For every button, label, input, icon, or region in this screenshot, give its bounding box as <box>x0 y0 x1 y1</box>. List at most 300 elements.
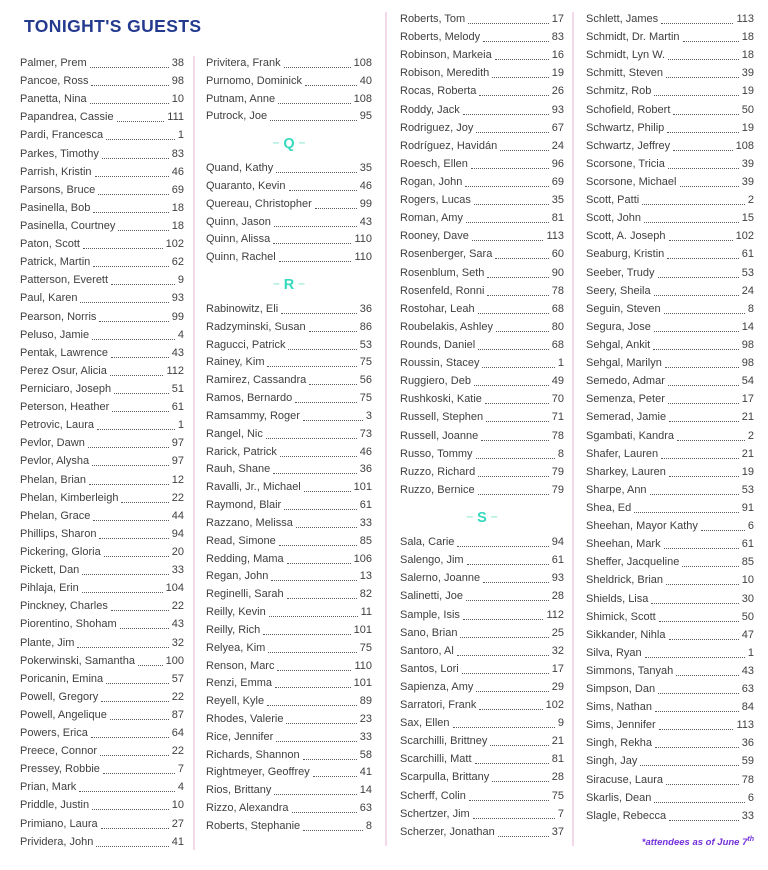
table-number: 99 <box>359 197 372 210</box>
dot-leader <box>479 709 542 710</box>
dot-leader <box>482 367 554 368</box>
guest-entry <box>586 665 754 678</box>
guest-name: Quand, Kathy <box>206 162 274 175</box>
guest-entry <box>400 303 564 316</box>
dot-leader <box>472 240 544 241</box>
dot-leader <box>476 132 548 133</box>
dot-leader <box>277 670 351 671</box>
guest-name: Salinetti, Joe <box>400 590 463 603</box>
dot-leader <box>478 313 549 314</box>
guest-entry <box>586 122 754 135</box>
guest-name: Quinn, Rachel <box>206 251 276 264</box>
guest-name: Pevlor, Dawn <box>20 437 85 450</box>
guest-name: Sano, Brian <box>400 626 458 639</box>
guest-entry <box>206 463 372 476</box>
guest-name: Sheehan, Mark <box>586 538 661 551</box>
dot-leader <box>110 375 164 376</box>
guest-name: Sarratori, Frank <box>400 699 477 712</box>
guest-entry <box>586 31 754 44</box>
guest-name: Sheehan, Mayor Kathy <box>586 520 698 533</box>
dot-leader <box>96 846 168 847</box>
table-number: 56 <box>359 374 372 387</box>
guest-entry <box>400 430 564 443</box>
dot-leader <box>82 574 168 575</box>
guest-name: Piorentino, Shoham <box>20 618 117 631</box>
guest-name: Sims, Jennifer <box>586 719 656 732</box>
guest-name: Sample, Isis <box>400 608 460 621</box>
guest-name: Slagle, Rebecca <box>586 809 667 822</box>
guest-name: Richards, Shannon <box>206 748 300 761</box>
table-number: 79 <box>551 465 564 478</box>
guest-name: Robinson, Markeia <box>400 49 492 62</box>
dash-icon: – <box>298 276 305 291</box>
dot-leader <box>292 812 357 813</box>
table-number: 63 <box>741 683 754 696</box>
table-number: 100 <box>165 654 184 667</box>
dot-leader <box>677 440 745 441</box>
dot-leader <box>278 103 351 104</box>
table-number: 58 <box>359 748 372 761</box>
guest-name: Rogers, Lucas <box>400 194 471 207</box>
table-number: 78 <box>741 773 754 786</box>
table-number: 19 <box>741 465 754 478</box>
dot-leader <box>309 384 356 385</box>
guest-name: Read, Simone <box>206 534 276 547</box>
guest-entry <box>586 593 754 606</box>
dot-leader <box>640 765 738 766</box>
guest-name: Quaranto, Kevin <box>206 179 286 192</box>
table-number: 13 <box>359 570 372 583</box>
section-letter: R <box>283 277 295 294</box>
guest-name: Sheffer, Jacqueline <box>586 556 680 569</box>
guest-entry <box>206 216 372 229</box>
guest-entry <box>400 67 564 80</box>
table-number: 50 <box>741 610 754 623</box>
dot-leader <box>273 473 357 474</box>
dot-leader <box>495 258 548 259</box>
guest-entry <box>400 140 564 153</box>
dot-leader <box>106 683 169 684</box>
table-number: 18 <box>171 219 184 232</box>
dot-leader <box>469 800 549 801</box>
dot-leader <box>462 673 549 674</box>
table-number: 59 <box>741 755 754 768</box>
dot-leader <box>273 243 351 244</box>
table-number: 102 <box>165 238 184 251</box>
guest-name: Santos, Lori <box>400 662 459 675</box>
guest-entry <box>586 629 754 642</box>
table-number: 99 <box>171 310 184 323</box>
guest-name: Russo, Tommy <box>400 447 473 460</box>
dash-icon: – <box>466 508 474 523</box>
guest-name: Rogan, John <box>400 175 463 188</box>
table-number: 78 <box>551 284 564 297</box>
dot-leader <box>284 509 357 510</box>
table-number: 75 <box>359 356 372 369</box>
guest-entry <box>20 836 184 849</box>
table-number: 83 <box>171 147 184 160</box>
dot-leader <box>263 634 350 635</box>
guest-name: Parkes, Timothy <box>20 147 99 160</box>
guest-entry <box>206 481 372 494</box>
guest-entry <box>586 556 754 569</box>
guest-name: Priddle, Justin <box>20 799 90 812</box>
table-number: 18 <box>171 201 184 214</box>
guest-entry <box>20 818 184 831</box>
dot-leader <box>457 546 548 547</box>
guest-column-4 <box>586 13 754 823</box>
dot-leader <box>279 261 352 262</box>
guest-name: Schmitt, Steven <box>586 67 664 80</box>
guest-name: Rightmeyer, Geoffrey <box>206 766 310 779</box>
guest-entry <box>20 655 184 668</box>
table-number: 3 <box>365 409 372 422</box>
guest-name: Pearson, Norris <box>20 310 97 323</box>
table-number: 61 <box>741 538 754 551</box>
guest-entry <box>400 158 564 171</box>
guest-name: Sharkey, Lauren <box>586 465 666 478</box>
guest-name: Singh, Jay <box>586 755 638 768</box>
dot-leader <box>483 41 549 42</box>
guest-name: Rodriguez, Joy <box>400 121 474 134</box>
guest-name: Poricanin, Emina <box>20 672 104 685</box>
table-number: 101 <box>353 677 372 690</box>
table-number: 110 <box>354 233 372 246</box>
guest-name: Reginelli, Sarah <box>206 588 284 601</box>
guest-entry <box>586 85 754 98</box>
guest-entry <box>206 75 372 88</box>
dot-leader <box>287 563 351 564</box>
table-number: 8 <box>557 447 564 460</box>
guest-entry <box>20 93 184 106</box>
guest-entry <box>586 158 754 171</box>
guest-name: Schmidt, Lyn W. <box>586 49 666 62</box>
dot-leader <box>666 584 739 585</box>
guest-entry <box>20 166 184 179</box>
table-number: 95 <box>359 110 372 123</box>
guest-entry <box>206 428 372 441</box>
guest-name: Rainey, Kim <box>206 356 265 369</box>
column-divider-2 <box>385 12 387 846</box>
guest-entry <box>20 437 184 450</box>
dot-leader <box>106 139 175 140</box>
guest-name: Pancoe, Ross <box>20 75 89 88</box>
guest-entry <box>586 13 754 26</box>
guest-column-3 <box>400 13 564 839</box>
guest-name: Rostohar, Leah <box>400 302 475 315</box>
guest-entry <box>586 574 754 587</box>
dot-leader <box>276 741 356 742</box>
dot-leader <box>120 628 169 629</box>
table-number: 49 <box>551 375 564 388</box>
dot-leader <box>661 458 739 459</box>
dot-leader <box>650 494 739 495</box>
guest-name: Roman, Amy <box>400 212 463 225</box>
guest-name: Rosenberger, Sara <box>400 248 493 261</box>
dot-leader <box>668 403 739 404</box>
guest-name: Skarlis, Dean <box>586 791 652 804</box>
guest-name: Singh, Rekha <box>586 737 653 750</box>
table-number: 4 <box>177 328 184 341</box>
dot-leader <box>118 230 168 231</box>
dot-leader <box>117 121 165 122</box>
guest-entry <box>586 484 754 497</box>
dot-leader <box>80 302 168 303</box>
table-number: 32 <box>171 636 184 649</box>
dot-leader <box>668 59 739 60</box>
table-number: 21 <box>551 735 564 748</box>
guest-entry <box>20 383 184 396</box>
table-number: 57 <box>171 672 184 685</box>
section-letter: S <box>477 509 487 526</box>
table-number: 97 <box>171 437 184 450</box>
guest-entry <box>400 248 564 261</box>
guest-name: Pinckney, Charles <box>20 600 108 613</box>
dot-leader <box>303 420 363 421</box>
dot-leader <box>266 438 357 439</box>
guest-name: Pressey, Robbie <box>20 763 100 776</box>
table-number: 46 <box>171 165 184 178</box>
guest-entry <box>206 731 372 744</box>
guest-column-2 <box>206 57 372 833</box>
dot-leader <box>658 277 739 278</box>
guest-name: Phelan, Grace <box>20 509 91 522</box>
guest-name: Pentak, Lawrence <box>20 346 109 359</box>
dot-leader <box>77 647 168 648</box>
guest-entry <box>586 176 754 189</box>
table-number: 27 <box>171 817 184 830</box>
dot-leader <box>478 476 549 477</box>
guest-name: Rocas, Roberta <box>400 85 477 98</box>
guest-entry <box>20 329 184 342</box>
guest-entry <box>400 285 564 298</box>
table-number: 38 <box>171 57 184 69</box>
table-number: 93 <box>171 292 184 305</box>
guest-name: Pasinella, Courtney <box>20 219 116 232</box>
table-number: 24 <box>551 139 564 152</box>
table-number: 68 <box>551 302 564 315</box>
guest-entry <box>20 238 184 251</box>
table-number: 112 <box>166 364 184 377</box>
guest-entry <box>20 691 184 704</box>
guest-name: Paton, Scott <box>20 238 80 251</box>
guest-entry <box>206 535 372 548</box>
guest-name: Seery, Sheila <box>586 284 651 297</box>
table-number: 46 <box>359 445 372 458</box>
table-number: 22 <box>171 491 184 504</box>
guest-entry <box>400 194 564 207</box>
guest-name: Papandrea, Cassie <box>20 111 114 124</box>
table-number: 61 <box>171 401 184 414</box>
guest-entry <box>400 176 564 189</box>
guest-name: Schwartz, Jeffrey <box>586 139 671 152</box>
table-number: 25 <box>551 626 564 639</box>
guest-entry <box>586 321 754 334</box>
dot-leader <box>315 208 357 209</box>
guest-name: Shea, Ed <box>586 501 632 514</box>
guest-entry <box>586 212 754 225</box>
table-number: 84 <box>741 701 754 714</box>
table-number: 108 <box>353 57 372 69</box>
table-number: 61 <box>359 499 372 512</box>
guest-name: Ruzzo, Richard <box>400 465 476 478</box>
guest-entry <box>586 285 754 298</box>
table-number: 53 <box>741 266 754 279</box>
table-number: 98 <box>741 357 754 370</box>
dot-leader <box>664 548 739 549</box>
guest-name: Sheldrick, Brian <box>586 574 664 587</box>
table-number: 8 <box>365 819 372 832</box>
guest-entry <box>20 582 184 595</box>
dot-leader <box>111 610 169 611</box>
dot-leader <box>490 745 548 746</box>
table-number: 33 <box>359 730 372 743</box>
guest-name: Rabinowitz, Eli <box>206 302 279 315</box>
guest-name: Seaburg, Kristin <box>586 248 665 261</box>
dot-leader <box>88 447 169 448</box>
dot-leader <box>487 277 548 278</box>
guest-name: Semerad, Jamie <box>586 411 667 424</box>
dot-leader <box>669 476 739 477</box>
footnote-superscript: th <box>747 836 754 843</box>
guest-entry <box>586 430 754 443</box>
guest-entry <box>20 474 184 487</box>
table-number: 93 <box>551 103 564 116</box>
guest-entry <box>400 771 564 784</box>
guest-entry <box>400 753 564 766</box>
guest-entry <box>586 67 754 80</box>
guest-entry <box>20 455 184 468</box>
guest-entry <box>400 826 564 839</box>
guest-entry <box>206 356 372 369</box>
guest-name: Scorsone, Tricia <box>586 157 665 170</box>
guest-entry <box>400 735 564 748</box>
guest-entry <box>400 393 564 406</box>
guest-entry <box>206 802 372 815</box>
guest-entry <box>206 517 372 530</box>
guest-entry <box>20 256 184 269</box>
dot-leader <box>666 77 739 78</box>
dot-leader <box>465 186 548 187</box>
guest-name: Russell, Joanne <box>400 429 479 442</box>
section-letter: Q <box>283 136 295 153</box>
table-number: 16 <box>551 49 564 62</box>
table-number: 112 <box>546 608 564 621</box>
table-number: 35 <box>551 194 564 207</box>
table-number: 91 <box>741 501 754 514</box>
guest-name: Phelan, Kimberleigh <box>20 491 119 504</box>
dot-leader <box>463 114 549 115</box>
guest-entry <box>206 677 372 690</box>
table-number: 78 <box>551 429 564 442</box>
dot-leader <box>284 67 351 68</box>
guest-entry <box>206 553 372 566</box>
guest-name: Primiano, Laura <box>20 817 98 830</box>
guest-name: Sapienza, Amy <box>400 680 474 693</box>
dot-leader <box>495 59 549 60</box>
guest-entry <box>206 233 372 246</box>
guest-name: Schmidt, Dr. Martin <box>586 31 680 44</box>
dot-leader <box>295 402 357 403</box>
dash-icon: – <box>273 276 280 291</box>
table-number: 101 <box>353 481 372 494</box>
guest-name: Ruggiero, Deb <box>400 375 471 388</box>
table-number: 53 <box>359 338 372 351</box>
table-number: 86 <box>359 320 372 333</box>
dot-leader <box>667 132 738 133</box>
dot-leader <box>673 150 732 151</box>
page-title: TONIGHT'S GUESTS <box>24 16 202 36</box>
dot-leader <box>279 545 357 546</box>
guest-name: Ramirez, Cassandra <box>206 374 307 387</box>
dot-leader <box>654 95 738 96</box>
guest-name: Pihlaja, Erin <box>20 582 79 595</box>
guest-name: Renzi, Emma <box>206 677 273 690</box>
guest-name: Reilly, Rich <box>206 623 261 636</box>
dot-leader <box>274 794 356 795</box>
dot-leader <box>460 637 548 638</box>
dot-leader <box>673 114 738 115</box>
table-number: 73 <box>359 427 372 440</box>
guest-name: Powell, Angelique <box>20 708 107 721</box>
table-number: 41 <box>359 766 372 779</box>
guest-name: Scott, Patti <box>586 194 640 207</box>
guest-entry <box>20 799 184 812</box>
guest-name: Schertzer, Jim <box>400 807 470 820</box>
dot-leader <box>644 222 739 223</box>
dot-leader <box>634 512 738 513</box>
guest-entry <box>20 129 184 142</box>
table-number: 39 <box>741 67 754 80</box>
table-number: 51 <box>171 382 184 395</box>
guest-entry <box>400 448 564 461</box>
table-number: 36 <box>741 737 754 750</box>
table-number: 64 <box>171 727 184 740</box>
guest-name: Seeber, Trudy <box>586 266 655 279</box>
dot-leader <box>668 168 739 169</box>
dot-leader <box>92 465 169 466</box>
dot-leader <box>478 494 549 495</box>
guest-name: Patrick, Martin <box>20 256 91 269</box>
guest-name: Rauh, Shane <box>206 463 271 476</box>
dot-leader <box>487 295 548 296</box>
guest-name: Patterson, Everett <box>20 274 109 287</box>
guest-name: Siracuse, Laura <box>586 773 664 786</box>
guest-entry <box>586 538 754 551</box>
guest-name: Peterson, Heather <box>20 401 110 414</box>
guest-entry <box>20 727 184 740</box>
table-number: 22 <box>171 745 184 758</box>
table-number: 11 <box>360 606 372 619</box>
table-number: 46 <box>359 179 372 192</box>
table-number: 94 <box>171 527 184 540</box>
guest-entry <box>400 230 564 243</box>
dot-leader <box>274 226 357 227</box>
guest-name: Russell, Stephen <box>400 411 484 424</box>
dot-leader <box>476 691 548 692</box>
dot-leader <box>271 580 356 581</box>
dot-leader <box>95 176 169 177</box>
guest-entry <box>20 220 184 233</box>
table-number: 21 <box>741 447 754 460</box>
dot-leader <box>305 85 357 86</box>
table-number: 14 <box>359 784 372 797</box>
dot-leader <box>79 791 175 792</box>
guest-name: Parrish, Kristin <box>20 165 92 178</box>
guest-name: Pokerwinski, Samantha <box>20 654 135 667</box>
guest-entry <box>586 303 754 316</box>
guest-name: Ragucci, Patrick <box>206 338 286 351</box>
